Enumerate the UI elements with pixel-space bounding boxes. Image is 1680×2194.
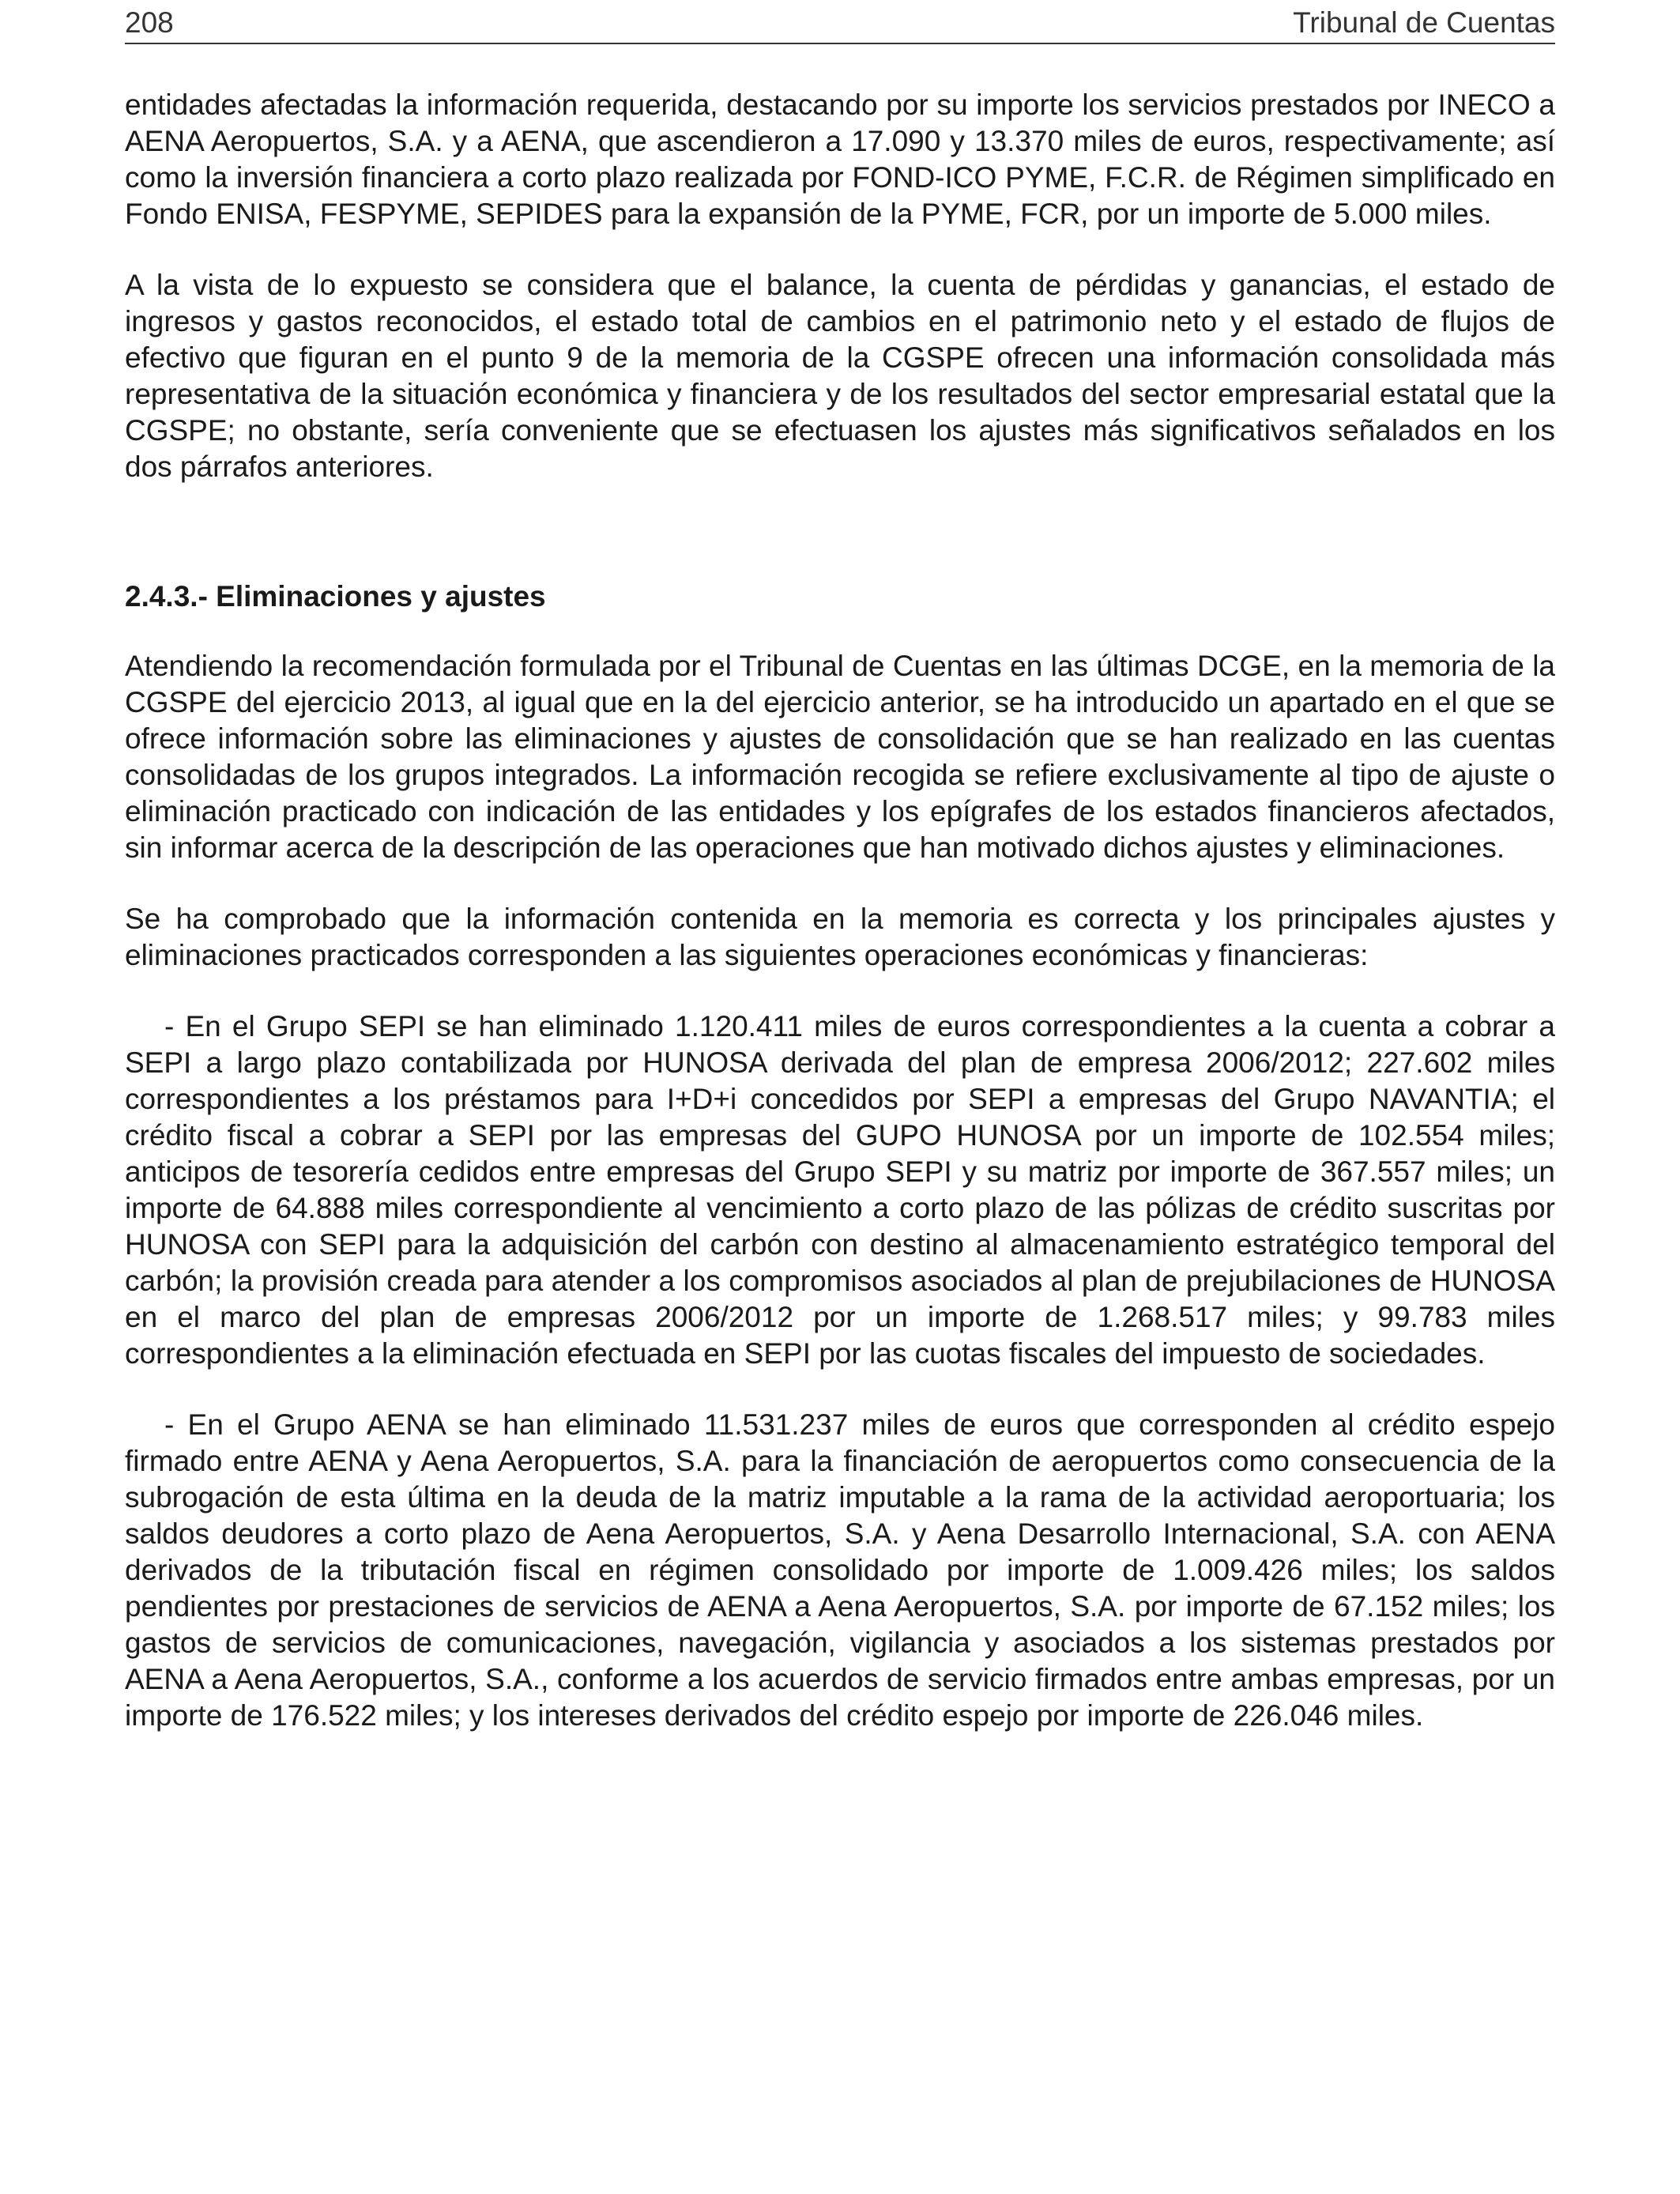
list-item-sepi: - En el Grupo SEPI se han eliminado 1.120.411 miles de euros correspondientes a la cuenta a cobrar a SEPI a largo plazo contabilizada por HUNOSA derivada del plan de empresa 2006/2012; 227.602 miles correspondientes a los préstamos para I+D+i concedidos por SEPI a empresas del Grupo NAVANTIA; el crédito fiscal a cobrar a SEPI por las empresas del GUPO HUNOSA por un importe de 102.554 miles; anticipos de tesorería cedidos entre empresas del Grupo SEPI y su matriz por importe de 367.557 miles; un importe de 64.888 miles correspondiente al vencimiento a corto plazo de las pólizas de crédito suscritas por HUNOSA con SEPI para la adquisición del carbón con destino al almacenamiento estratégico temporal del carbón; la provisión creada para atender a los compromisos asociados al plan de prejubilaciones de HUNOSA en el marco del plan de empresas 2006/2012 por un importe de 1.268.517 miles; y 99.783 miles correspondientes a la eliminación efectuada en SEPI por las cuotas fiscales del impuesto de sociedades.	[125, 1010, 1555, 1370]
running-title: Tribunal de Cuentas	[1293, 6, 1555, 39]
paragraph-2: A la vista de lo expuesto se considera que el balance, la cuenta de pérdidas y ganancias, el estado de ingresos y gastos reconocidos, el estado total de cambios en el patrimonio neto y el estado de flujos de efectivo que figuran en el punto 9 de la memoria de la CGSPE ofrecen una información consolidada más representativa de la situación económica y financiera y de los resultados del sector empresarial estatal que la CGSPE; no obstante, sería conveniente que se efectuasen los ajustes más significativos señalados en los dos párrafos anteriores.	[125, 269, 1555, 483]
paragraph-4: Se ha comprobado que la información contenida en la memoria es correcta y los principales ajustes y eliminaciones practicados corresponden a las siguientes operaciones económicas y financieras:	[125, 903, 1555, 971]
list-item-aena: - En el Grupo AENA se han eliminado 11.531.237 miles de euros que corresponden al crédito espejo firmado entre AENA y Aena Aeropuertos, S.A. para la financiación de aeropuertos como consecuencia de la subrogación de esta última en la deuda de la matriz imputable a la rama de la actividad aeroportuaria; los saldos deudores a corto plazo de Aena Aeropuertos, S.A. y Aena Desarrollo Internacional, S.A. con AENA derivados de la tributación fiscal en régimen consolidado por importe de 1.009.426 miles; los saldos pendientes por prestaciones de servicios de AENA a Aena Aeropuertos, S.A. por importe de 67.152 miles; los gastos de servicios de comunicaciones, navegación, vigilancia y asociados a los sistemas prestados por AENA a Aena Aeropuertos, S.A., conforme a los acuerdos de servicio firmados entre ambas empresas, por un importe de 176.522 miles; y los intereses derivados del crédito espejo por importe de 226.046 miles.	[125, 1408, 1555, 1732]
page-number: 208	[125, 6, 174, 39]
section-heading: 2.4.3.- Eliminaciones y ajustes	[125, 580, 546, 613]
document-body	[125, 87, 1555, 1769]
running-header	[125, 3, 1555, 44]
document-page	[125, 0, 1555, 2194]
paragraph-3: Atendiendo la recomendación formulada por el Tribunal de Cuentas en las últimas DCGE, en la memoria de la CGSPE del ejercicio 2013, al igual que en la del ejercicio anterior, se ha introducido un apartado en el que se ofrece información sobre las eliminaciones y ajustes de consolidación que se han realizado en las cuentas consolidadas de los grupos integrados. La información recogida se refiere exclusivamente al tipo de ajuste o eliminación practicado con indicación de las entidades y los epígrafes de los estados financieros afectados, sin informar acerca de la descripción de las operaciones que han motivado dichos ajustes y eliminaciones.	[125, 650, 1555, 864]
paragraph-1: entidades afectadas la información requerida, destacando por su importe los servicios prestados por INECO a AENA Aeropuertos, S.A. y a AENA, que ascendieron a 17.090 y 13.370 miles de euros, respectivamente; así como la inversión financiera a corto plazo realizada por FOND-ICO PYME, F.C.R. de Régimen simplificado en Fondo ENISA, FESPYME, SEPIDES para la expansión de la PYME, FCR, por un importe de 5.000 miles.	[125, 89, 1555, 230]
